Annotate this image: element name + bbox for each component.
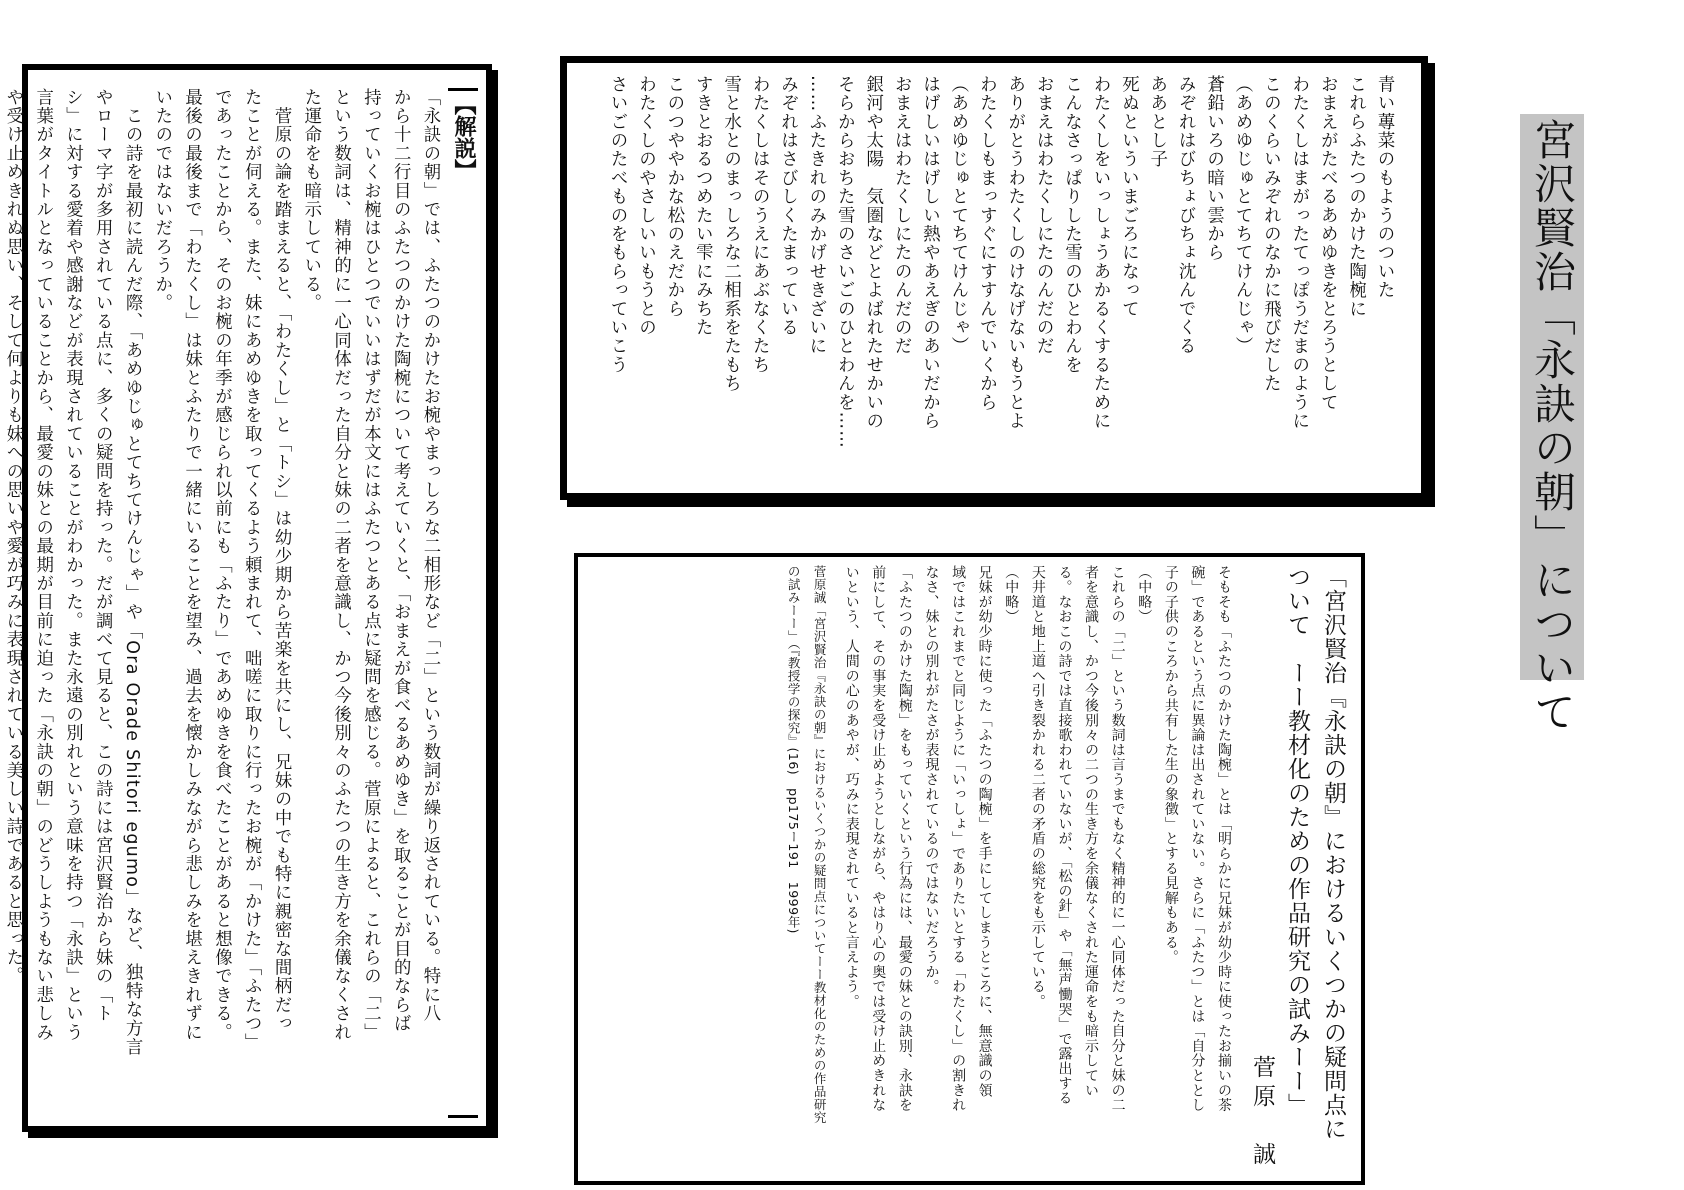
poem-line: すきとおるつめたい雫にみちた — [693, 75, 714, 337]
quote-body-line: 者を意識し、かつ今後別々の二つの生き方を余儀なくされた運命をも暗示してい — [1083, 565, 1100, 1098]
poem-line: こんなさっぱりした雪のひとわんを — [1062, 75, 1083, 375]
poem-line: このくらいみぞれのなかに飛びだした — [1261, 75, 1282, 393]
poem-line: ああとし子 — [1147, 75, 1168, 169]
quote-source-line: の試みーー」（『教授学の探究』(16) pp175ー191 1999年) — [786, 565, 802, 934]
quote-body-line: これらの「二」という数詞は言うまでもなく精神的に一心同体だった自分と妹の二 — [1109, 565, 1126, 1113]
commentary-line: や受け止めきれぬ思い、そして何よりも妹への思いや愛が巧みに表現されている美しい詩であると思った。 — [2, 88, 23, 986]
quote-source — [780, 565, 838, 1175]
quote-body-line: （中略） — [1136, 565, 1153, 625]
poem-line: みぞれはさびしくたまっている — [778, 75, 799, 337]
commentary-box — [2, 64, 492, 1132]
poem-box — [560, 56, 1428, 500]
poem-line: 死ぬといういまごろになって — [1119, 75, 1140, 319]
poem-line: （あめゆじゅとてちてけんじゃ） — [948, 75, 969, 356]
commentary-line: という数詞は、精神的に一心同体だった自分と妹の二者を意識し、かつ今後別々のふたつの生き方を余儀なくされ — [330, 88, 351, 1042]
poem-line: 雪と水とのまっしろな二相系をたもち — [721, 75, 742, 393]
commentary-line: た運命をも暗示している。 — [300, 88, 321, 313]
poem-line: わたくしはまがったてっぽうだまのように — [1289, 75, 1310, 431]
poem-line: このつややかな松のえだから — [664, 75, 685, 319]
poem-line: さいごのたべものをもらっていこう — [608, 75, 629, 375]
commentary-line: いたのではないだろうか。 — [151, 88, 172, 313]
commentary-line: 「永訣の朝」では、ふたつのかけたお椀やまっしろな二相形など「二」という数詞が繰り返されている。特に八 — [420, 88, 440, 1023]
quote-body-line: 前にして、その事実を受け止めようとしながら、やはり心の奥では受け止めきれな — [870, 565, 887, 1113]
quote-title-line-2: ついて ーー教材化のための作品研究の試みーー」 — [1284, 565, 1310, 1117]
quote-body-line: いという、人間の心のあやが、巧みに表現されていると言えよう。 — [843, 565, 860, 1009]
commentary-heading: 【解説】 — [448, 88, 478, 1118]
quote-source-line: 菅原誠「宮沢賢治『永訣の朝』におけるいくつかの疑問点についてーー教材化のための作品研究 — [812, 565, 828, 1124]
quote-body-line: 子の子供のころから共有した生の象徴」とする見解もある。 — [1162, 565, 1179, 965]
poem-line: わたくしもまっすぐにすすんでいくから — [977, 75, 998, 412]
commentary-line: 菅原の論を踏まえると、「わたくし」と「トシ」は幼少期から苦楽を共にし、兄妹の中でも特に親密な間柄だっ — [271, 88, 292, 1033]
poem-line: そらからおちた雪のさいごのひとわんを…… — [835, 75, 856, 449]
poem-text — [604, 75, 1399, 485]
quote-body-line: （中略） — [1003, 565, 1020, 625]
poem-line: おまえがたべるあめゆきをとろうとして — [1318, 75, 1339, 412]
quote-body-line: る。なおこの詩では直接歌われていないが、「松の針」や「無声慟哭」で露出する — [1056, 565, 1073, 1106]
quote-author: 菅原 誠 — [1249, 1055, 1275, 1171]
poem-line: わたくしはそのうえにあぶなくたち — [750, 75, 771, 375]
commentary-line: シ」に対する愛着や感謝などが表現されていることがわかった。また永遠の別れという意味を持つ「永訣」という — [62, 88, 83, 1042]
commentary-line: たことが伺える。また、妹にあめゆきを取ってくるよう頼まれて、咄嗟に取りに行ったお椀が「かけた」「ふたつ」 — [241, 88, 262, 1052]
quote-title-line-1: 「宮沢賢治『永訣の朝』におけるいくつかの疑問点に — [1320, 565, 1346, 1141]
commentary-line: この詩を最初に読んだ際、「あめゆじゅとてちてけんじゃ」や「Ora Orade Shitori egumo」など、独特な方言 — [122, 88, 143, 1057]
title-box — [1520, 114, 1584, 734]
poem-line: はげしいはげしい熱やあえぎのあいだから — [920, 75, 941, 431]
poem-line: おまえはわたくしにたのんだのだ — [1034, 75, 1055, 356]
poem-line: おまえはわたくしにたのんだのだ — [892, 75, 913, 356]
poem-line: 銀河や太陽 気圏などとよばれたせかいの — [863, 75, 884, 431]
commentary-line: 持っていくお椀はひとつでいいはずだが本文にはふたつとある点に疑問を感じる。菅原によると、これらの「二」 — [360, 88, 381, 1042]
poem-line: 蒼鉛いろの暗い雲から — [1204, 75, 1225, 262]
commentary-content — [0, 88, 478, 1118]
poem-line: ……ふたきれのみかげせきざいに — [806, 75, 827, 356]
quote-body-line: 「ふたつのかけた陶椀」をもっていくという行為には、最愛の妹との訣別、永訣を — [896, 565, 913, 1113]
quote-body-line: 兄妹が幼少時に使った「ふたつの陶椀」を手にしてしまうところに、無意識の領 — [976, 565, 993, 1098]
poem-line: わたくしのやさしいいもうとの — [636, 75, 657, 337]
poem-line: これらふたつのかけた陶椀に — [1346, 75, 1367, 319]
commentary-line: 最後の最後まで「わたくし」は妹とふたりで一緒にいることを望み、過去を懐かしみながら悲しみを堪えきれずに — [181, 88, 202, 1042]
commentary-line: 言葉がタイトルとなっていることから、最愛の妹との最期が目前に迫った「永訣の朝」のどうしようもない悲しみ — [32, 88, 53, 1042]
quote-body-line: なさ、妹との別れがたさが表現されているのではないだろうか。 — [923, 565, 940, 995]
quote-body-line: 域ではこれまでと同じように「いっしょ」でありたいとする「わたくし」の割きれ — [950, 565, 967, 1113]
poem-line: みぞれはびちょびちょ沈んでくる — [1176, 75, 1197, 356]
poem-line: わたくしをいっしょうあかるくするために — [1090, 75, 1111, 431]
quote-body-line: そもそも「ふたつのかけた陶椀」とは「明らかに兄妹が幼少時に使ったお揃いの茶 — [1216, 565, 1232, 1113]
commentary-body — [0, 88, 444, 1118]
quote-body-line: 天井道と地上道へ引き裂かれる二者の矛盾の総究をも示している。 — [1029, 565, 1046, 1009]
commentary-line: から十二行目のふたつのかけた陶椀について考えていくと、「おまえが食べるあめゆき」を取ることが目的ならば — [390, 88, 411, 1033]
poem-line: （あめゆじゅとてちてけんじゃ） — [1232, 75, 1253, 356]
page-title: 宮沢賢治「永訣の朝」について — [1528, 118, 1577, 734]
quote-box — [574, 553, 1365, 1185]
commentary-line: であったことから、そのお椀の年季が感じられ以前にも「ふたり」であめゆきを食べたことがあると想像できる。 — [211, 88, 232, 1042]
poem-line: ありがとうわたくしのけなげないもうとよ — [1005, 75, 1026, 431]
quote-content — [780, 565, 1351, 1175]
quote-body — [838, 565, 1245, 1175]
commentary-line: やローマ字が多用されている点に、多くの疑問を持った。だが調べて見ると、この詩には宮沢賢治から妹の「ト — [92, 88, 113, 1023]
quote-body-line: 碗」であるという点に異論は出されていない。さらに「ふたつ」とは「自分ととし — [1189, 565, 1206, 1113]
poem-line: 青い蓴菜のもようのついた — [1375, 75, 1395, 300]
